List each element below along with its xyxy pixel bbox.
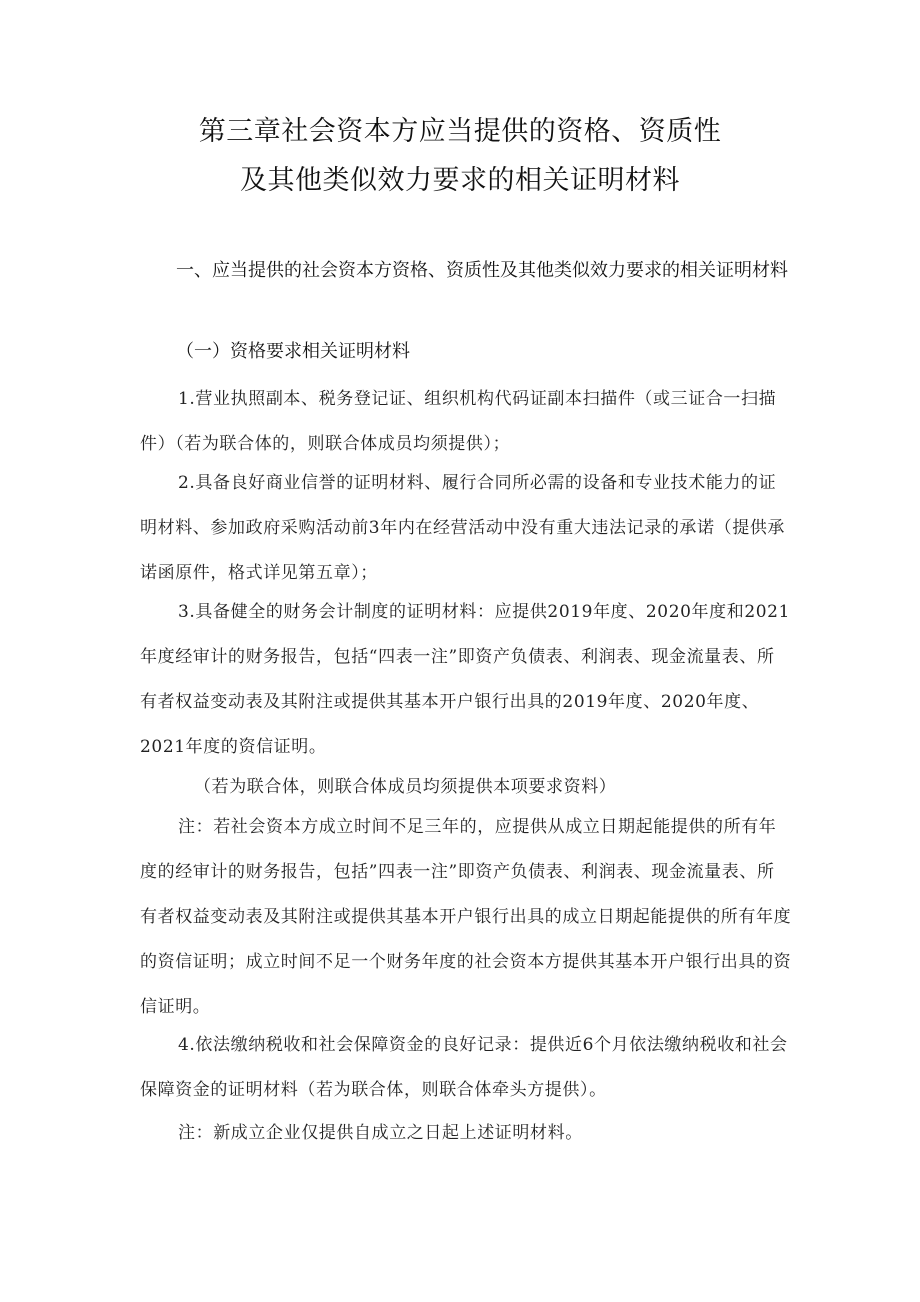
requirement-item-2: 2.具备良好商业信誉的证明材料、履行合同所必需的设备和专业技术能力的证明材料、参加政府采购活动前3年内在经营活动中没有重大违法记录的承诺（提供承诺函原件，格式详见第五章）； [140, 473, 786, 583]
joint-venture-note: （若为联合体，则联合体成员均须提供本项要求资料） [194, 777, 617, 797]
requirement-item-3: 3.具备健全的财务会计制度的证明材料：应提供2019年度、2020年度和2021年度经审计的财务报告，包括“四表一注”即资产负债表、利润表、现金流量表、所有者权益变动表及其附注或提供其基本开户银行出具的2019年度、2020年度、2021年度的资信证明。 [140, 602, 791, 757]
chapter-title-line-2: 及其他类似效力要求的相关证明材料 [240, 165, 680, 196]
chapter-title-line-1: 第三章社会资本方应当提供的资格、资质性 [198, 116, 722, 147]
requirement-item-1: 1.营业执照副本、税务登记证、组织机构代码证副本扫描件（或三证合一扫描件）（若为联合体的，则联合体成员均须提供）； [140, 389, 777, 454]
subsection-heading: （一）资格要求相关证明材料 [176, 341, 410, 362]
new-enterprise-note: 注：新成立企业仅提供自成立之日起上述证明材料。 [178, 1123, 583, 1143]
requirement-item-4: 4.依法缴纳税收和社会保障资金的良好记录：提供近6个月依法缴纳税收和社会保障资金的证明材料（若为联合体，则联合体牵头方提供）。 [140, 1035, 788, 1100]
section-heading: 一、应当提供的社会资本方资格、资质性及其他类似效力要求的相关证明材料 [176, 260, 788, 281]
financial-report-note: 注：若社会资本方成立时间不足三年的，应提供从成立日期起能提供的所有年度的经审计的财务报告，包括”四表一注”即资产负债表、利润表、现金流量表、所有者权益变动表及其附注或提供其基本开户银行出具的成立日期起能提供的所有年度的资信证明；成立时间不足一个财务年度的社会资本方提供其基本开户银行出具的资信证明。 [140, 817, 792, 1017]
